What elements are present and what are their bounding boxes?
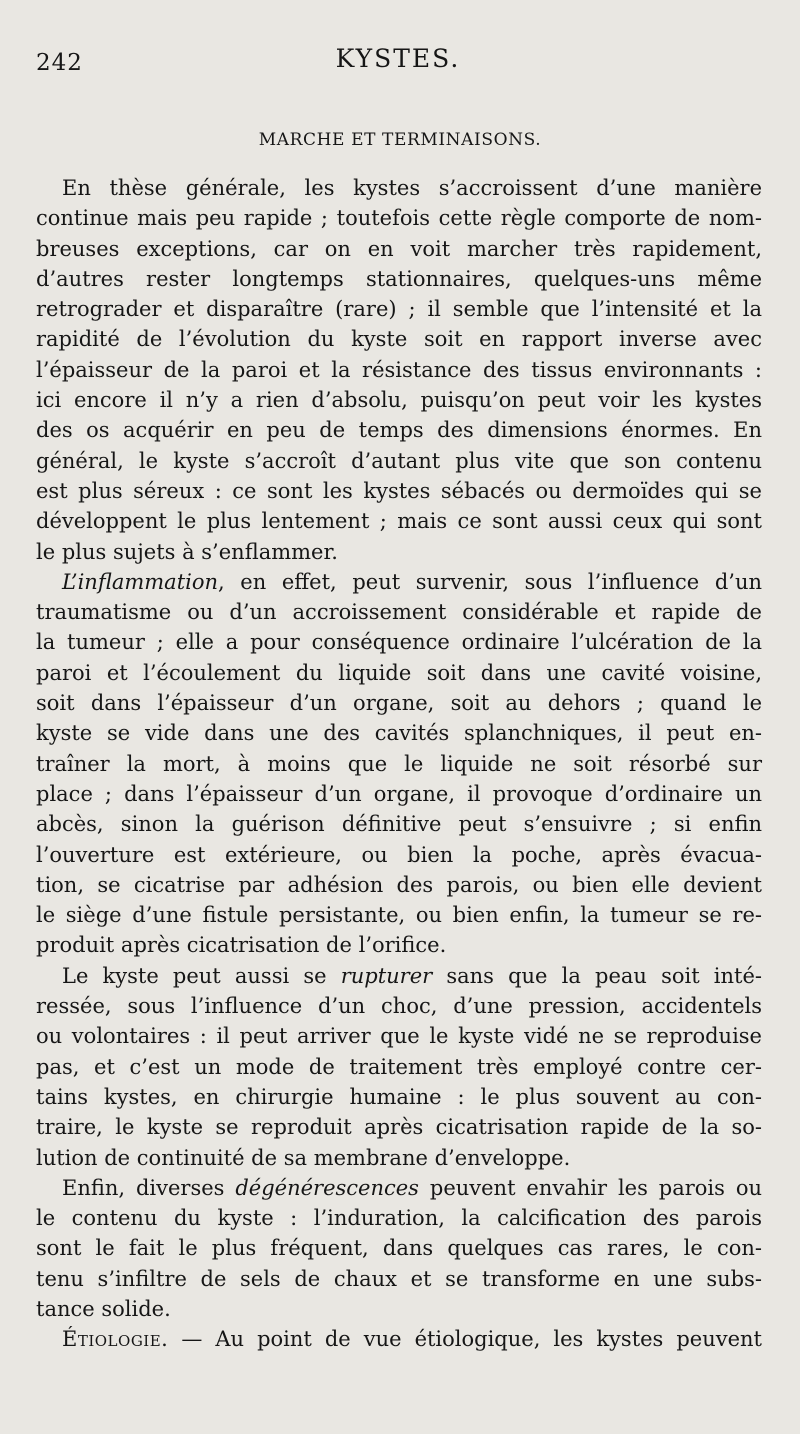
text-line: retrograder et disparaître (rare) ; il semble que l’intensité et la bbox=[36, 297, 762, 322]
text-line bbox=[36, 1173, 762, 1203]
text-line: traumatisme ou d’un accroissement considérable et rapide de bbox=[36, 600, 762, 625]
text-line: la tumeur ; elle a pour conséquence ordinaire l’ulcération de la bbox=[36, 630, 762, 655]
text-line: lution de continuité de sa membrane d’enveloppe. bbox=[36, 1145, 571, 1170]
text-line: rapidité de l’évolution du kyste soit en rapport inverse avec bbox=[36, 327, 762, 352]
paragraph-growth bbox=[36, 173, 762, 567]
text-line: tion, se cicatrise par adhésion des parois, ou bien elle devient bbox=[36, 872, 762, 897]
paragraph-rupture bbox=[36, 961, 762, 1173]
paragraph-inflammation bbox=[36, 567, 762, 961]
text-line bbox=[36, 567, 762, 597]
text-line: tenu s’infiltre de sels de chaux et se transforme en une subs- bbox=[36, 1266, 762, 1291]
text-line: des os acquérir en peu de temps des dimensions énormes. En bbox=[36, 418, 762, 443]
etiology-heading: Étiologie. bbox=[62, 1327, 169, 1352]
line-start: Enfin, diverses bbox=[62, 1175, 236, 1200]
line-continuation: sans que la peau soit inté- bbox=[432, 963, 762, 988]
text-line: produit après cicatrisation de l’orifice. bbox=[36, 933, 447, 958]
line-continuation: peuvent envahir les parois ou bbox=[418, 1175, 762, 1200]
line-continuation: — Au point de vue étiologique, les kystes peuvent bbox=[168, 1327, 762, 1352]
text-line: d’autres rester longtemps stationnaires, quelques-uns même bbox=[36, 266, 762, 291]
italic-term: rupturer bbox=[340, 963, 433, 988]
italic-term: dégénérescences bbox=[235, 1175, 419, 1200]
text-line: le plus sujets à s’enflammer. bbox=[36, 539, 338, 564]
italic-term: L’inflammation bbox=[62, 569, 219, 594]
line-continuation: , en effet, peut survenir, sous l’influence d’un bbox=[218, 569, 762, 594]
text-line: breuses exceptions, car on en voit marcher très rapidement, bbox=[36, 236, 762, 261]
paragraph-degeneration bbox=[36, 1173, 762, 1324]
text-line: En thèse générale, les kystes s’accroissent d’une manière bbox=[62, 176, 762, 200]
section-title: MARCHE ET TERMINAISONS. bbox=[258, 130, 542, 150]
text-line: pas, et c’est un mode de traitement très employé contre cer- bbox=[36, 1054, 762, 1079]
paragraph-etiology bbox=[36, 1324, 762, 1354]
text-line: ici encore il n’y a rien d’absolu, puisqu’on peut voir les kystes bbox=[36, 388, 762, 413]
text-line bbox=[36, 1324, 762, 1354]
text-line: ressée, sous l’influence d’un choc, d’une pression, accidentels bbox=[36, 994, 762, 1019]
text-line: paroi et l’écoulement du liquide soit dans une cavité voisine, bbox=[36, 660, 762, 685]
text-line: traîner la mort, à moins que le liquide ne soit résorbé sur bbox=[36, 751, 762, 776]
text-line: place ; dans l’épaisseur d’un organe, il provoque d’ordinaire un bbox=[36, 781, 762, 806]
text-line: kyste se vide dans une des cavités splanchniques, il peut en- bbox=[36, 721, 762, 746]
text-line: tains kystes, en chirurgie humaine : le plus souvent au con- bbox=[36, 1084, 762, 1109]
text-line: soit dans l’épaisseur d’un organe, soit au dehors ; quand le bbox=[36, 691, 762, 716]
text-line: général, le kyste s’accroît d’autant plus vite que son contenu bbox=[36, 448, 762, 473]
text-line bbox=[36, 961, 762, 991]
text-line: ou volontaires : il peut arriver que le kyste vidé ne se reproduise bbox=[36, 1024, 762, 1049]
text-line: continue mais peu rapide ; toutefois cette règle comporte de nom- bbox=[36, 206, 762, 231]
text-line: sont le fait le plus fréquent, dans quelques cas rares, le con- bbox=[36, 1236, 762, 1261]
text-line: l’épaisseur de la paroi et la résistance des tissus environnants : bbox=[36, 357, 762, 382]
line-start: Le kyste peut aussi se bbox=[62, 963, 341, 988]
text-line: tance solide. bbox=[36, 1296, 171, 1321]
page-number: 242 bbox=[36, 50, 83, 76]
body-text bbox=[36, 173, 762, 1355]
text-line: abcès, sinon la guérison définitive peut s’ensuivre ; si enfin bbox=[36, 812, 762, 837]
running-head bbox=[36, 44, 760, 80]
text-line: développent le plus lentement ; mais ce sont aussi ceux qui sont bbox=[36, 509, 762, 534]
text-line: l’ouverture est extérieure, ou bien la poche, après évacua- bbox=[36, 842, 762, 867]
text-line: le siège d’une fistule persistante, ou bien enfin, la tumeur se re- bbox=[36, 903, 762, 928]
text-line: le contenu du kyste : l’induration, la calcification des parois bbox=[36, 1206, 762, 1231]
running-title: KYSTES. bbox=[335, 44, 461, 73]
text-line: traire, le kyste se reproduit après cicatrisation rapide de la so- bbox=[36, 1115, 762, 1140]
text-line: est plus séreux : ce sont les kystes sébacés ou dermoïdes qui se bbox=[36, 478, 762, 503]
